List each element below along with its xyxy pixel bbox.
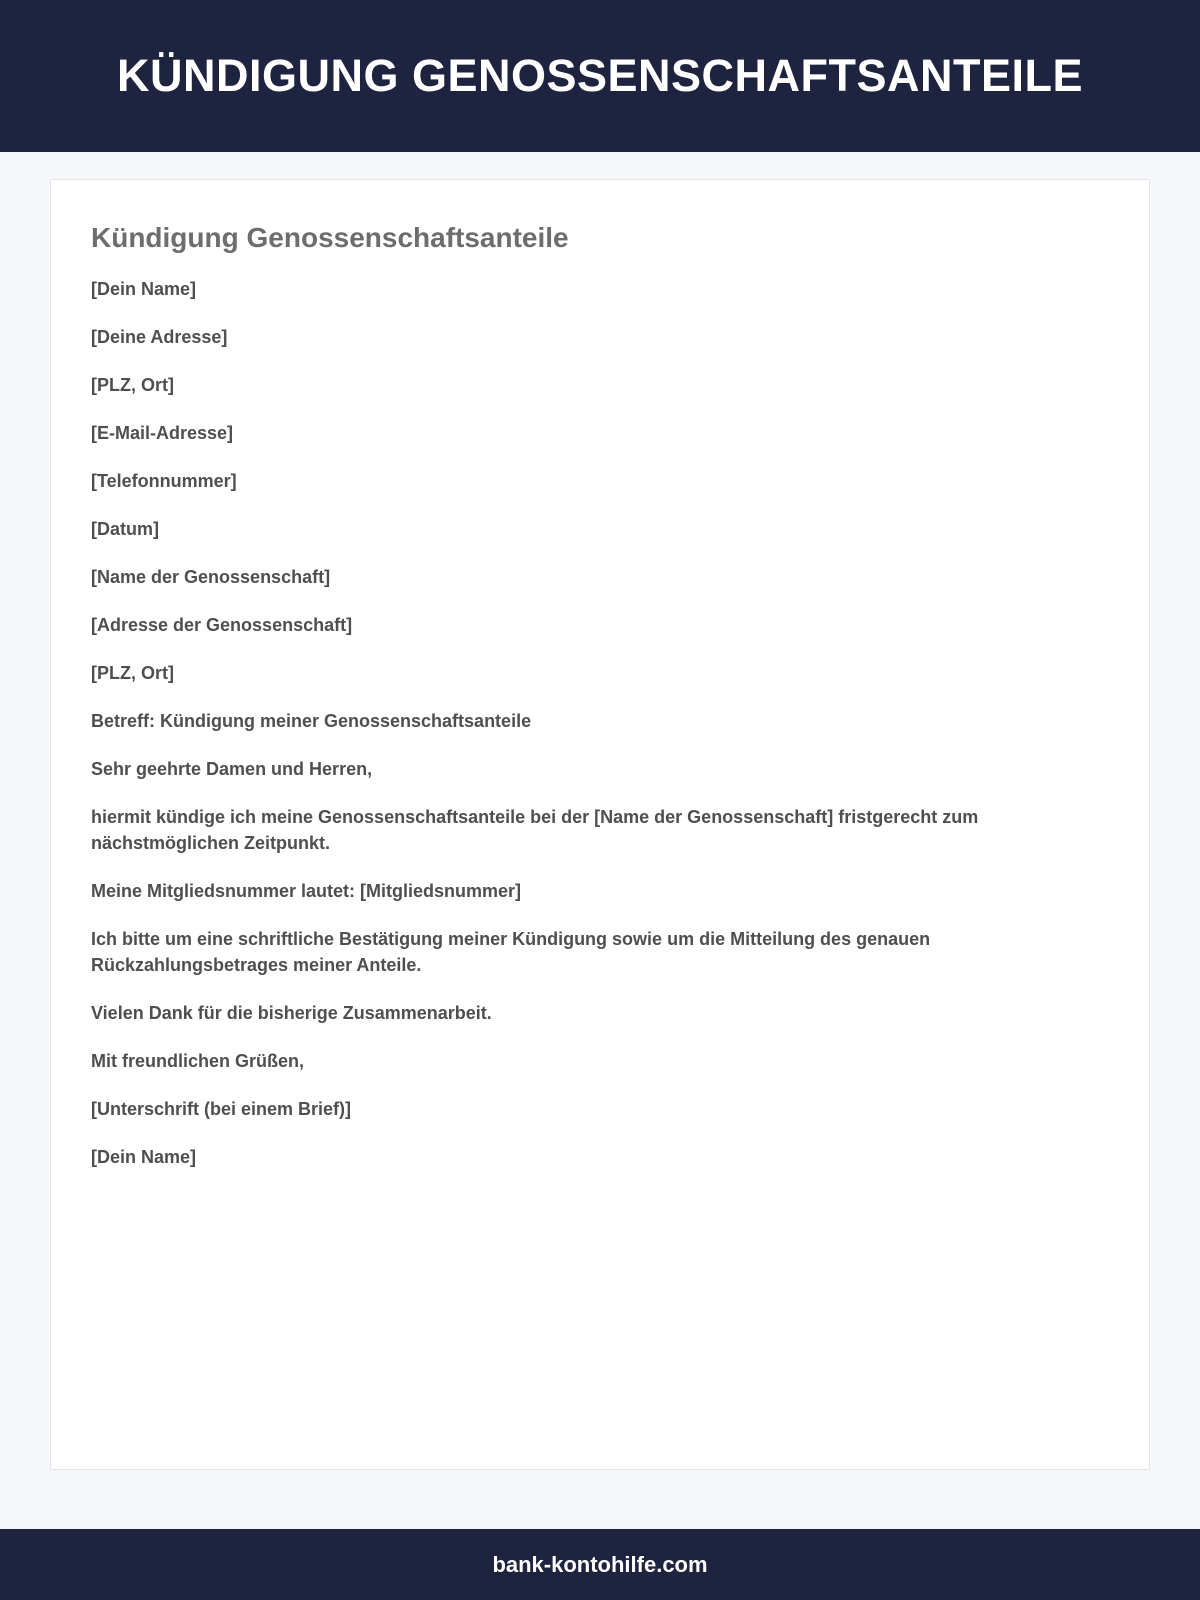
letter-paragraph: [Dein Name] xyxy=(91,1147,197,1167)
letter-paragraph: [Adresse der Genossenschaft] xyxy=(91,615,353,635)
letter-card xyxy=(50,179,1150,1470)
letter-paragraph: [E-Mail-Adresse] xyxy=(91,423,234,443)
letter-paragraph: Meine Mitgliedsnummer lautet: [Mitgliedsnummer] xyxy=(91,881,522,901)
page-footer xyxy=(0,1529,1200,1600)
letter-paragraph: Sehr geehrte Damen und Herren, xyxy=(91,759,373,779)
page-title: KÜNDIGUNG GENOSSENSCHAFTSANTEILE xyxy=(116,50,1084,102)
content-area xyxy=(0,152,1200,1529)
letter-heading: Kündigung Genossenschaftsanteile xyxy=(91,222,569,253)
letter-body xyxy=(91,276,1109,1170)
letter-paragraph: [Telefonnummer] xyxy=(91,471,237,491)
page-header xyxy=(0,0,1200,152)
footer-site-link[interactable]: bank-kontohilfe.com xyxy=(492,1551,708,1577)
letter-paragraph: [PLZ, Ort] xyxy=(91,663,174,683)
letter-paragraph: Vielen Dank für die bisherige Zusammenarbeit. xyxy=(91,1003,492,1023)
letter-paragraph: Mit freundlichen Grüßen, xyxy=(91,1051,305,1071)
letter-paragraph: [Name der Genossenschaft] xyxy=(91,567,331,587)
letter-paragraph: [Datum] xyxy=(91,519,159,539)
letter-paragraph: Ich bitte um eine schriftliche Bestätigung meiner Kündigung sowie um die Mitteilung des genauen Rückzahlungsbetrages meiner Anteile. xyxy=(91,929,931,975)
letter-paragraph: [Deine Adresse] xyxy=(91,327,228,347)
letter-paragraph: Betreff: Kündigung meiner Genossenschaftsanteile xyxy=(91,711,532,731)
letter-paragraph: [Unterschrift (bei einem Brief)] xyxy=(91,1099,352,1119)
letter-paragraph: [Dein Name] xyxy=(91,279,197,299)
letter-paragraph: hiermit kündige ich meine Genossenschaftsanteile bei der [Name der Genossenschaft] fristgerecht zum nächstmöglichen Zeitpunkt. xyxy=(91,807,979,853)
letter-paragraph: [PLZ, Ort] xyxy=(91,375,174,395)
